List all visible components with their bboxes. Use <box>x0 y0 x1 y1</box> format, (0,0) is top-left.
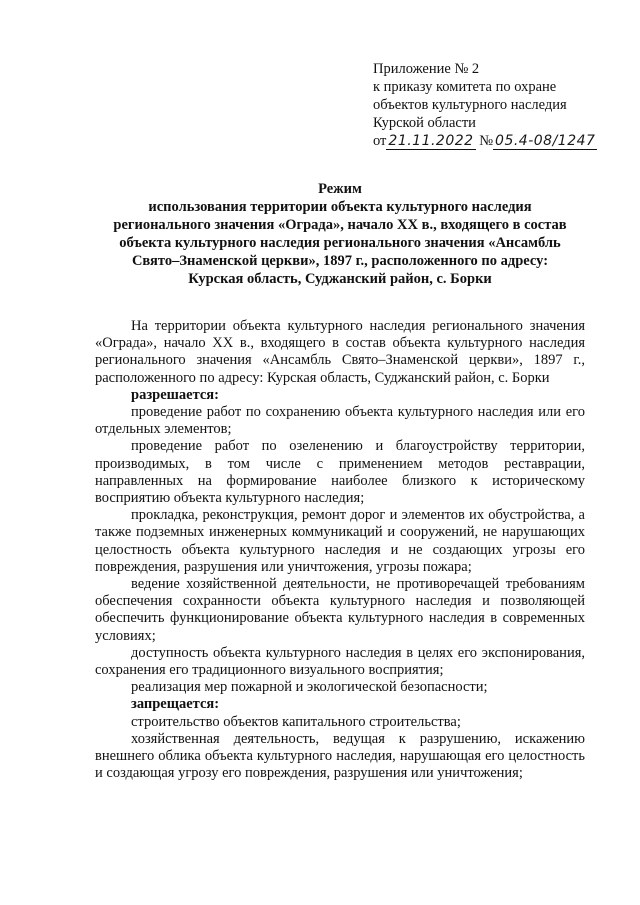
allowed-item: прокладка, реконструкция, ремонт дорог и элементов их обустройства, а также подземных инженерных коммуникаций и сооружений, не нарушающих целостность объекта культурного наследия и не создающих угрозы его повреждения, разрушения или уничтожения, угрозы пожара; <box>95 507 585 575</box>
from-prefix: от <box>373 133 387 149</box>
appendix-region-line: Курской области <box>373 115 476 131</box>
appendix-order-line: к приказу комитета по охране <box>373 79 557 95</box>
title-line-5: Свято–Знаменской церкви», 1897 г., расположенного по адресу: <box>131 253 549 269</box>
title-line-4: объекта культурного наследия регионального значения «Ансамбль <box>119 235 561 251</box>
prohibited-heading: запрещается: <box>131 696 220 713</box>
allowed-item: проведение работ по сохранению объекта культурного наследия или его отдельных элементов; <box>95 404 585 438</box>
handwritten-date: 21.11.2022 <box>388 133 474 149</box>
title-line-2: использования территории объекта культурного наследия <box>148 199 532 215</box>
prohibited-item: строительство объектов капитального строительства; <box>131 713 461 730</box>
allowed-heading: разрешается: <box>131 386 219 403</box>
allowed-item: проведение работ по озеленению и благоустройству территории, производимых, в том числе с применением методов реставрации, направленных на формирование наиболее близкого к историческому восприятию объекта культурного наследия; <box>95 438 585 507</box>
document-body <box>95 318 585 782</box>
title-line-6: Курская область, Суджанский район, с. Борки <box>188 271 492 287</box>
document-title <box>60 180 620 288</box>
intro-paragraph: На территории объекта культурного наследия регионального значения «Ограда», начало XX в., входящего в состав объекта культурного наследия регионального значения «Ансамбль Свято–Знаменской церкви», 1897 г., расположенного по адресу: Курская область, Суджанский район, с. Борки <box>95 318 585 386</box>
allowed-item: реализация мер пожарной и экологической безопасности; <box>131 679 488 696</box>
appendix-block <box>373 60 633 150</box>
appendix-date-number-line <box>373 132 633 150</box>
number-sign: № <box>479 133 494 149</box>
handwritten-number: 05.4-08/1247 <box>495 133 596 149</box>
title-line-1: Режим <box>318 181 362 197</box>
prohibited-item: хозяйственная деятельность, ведущая к разрушению, искажению внешнего облика объекта культурного наследия, нарушающая его целостность и создающая угрозу его повреждения, разрушения или уничтожения; <box>95 730 585 782</box>
appendix-committee-line: объектов культурного наследия <box>373 97 567 113</box>
title-line-3: регионального значения «Ограда», начало XX в., входящего в состав <box>113 217 567 233</box>
allowed-item: доступность объекта культурного наследия в целях его экспонирования, сохранения его традиционного визуального восприятия; <box>95 644 585 679</box>
allowed-item: ведение хозяйственной деятельности, не противоречащей требованиям обеспечения сохранности объекта культурного наследия и позволяющей обеспечить функционирование объекта культурного наследия в современных условиях; <box>95 576 585 644</box>
appendix-number: Приложение № 2 <box>373 61 480 77</box>
